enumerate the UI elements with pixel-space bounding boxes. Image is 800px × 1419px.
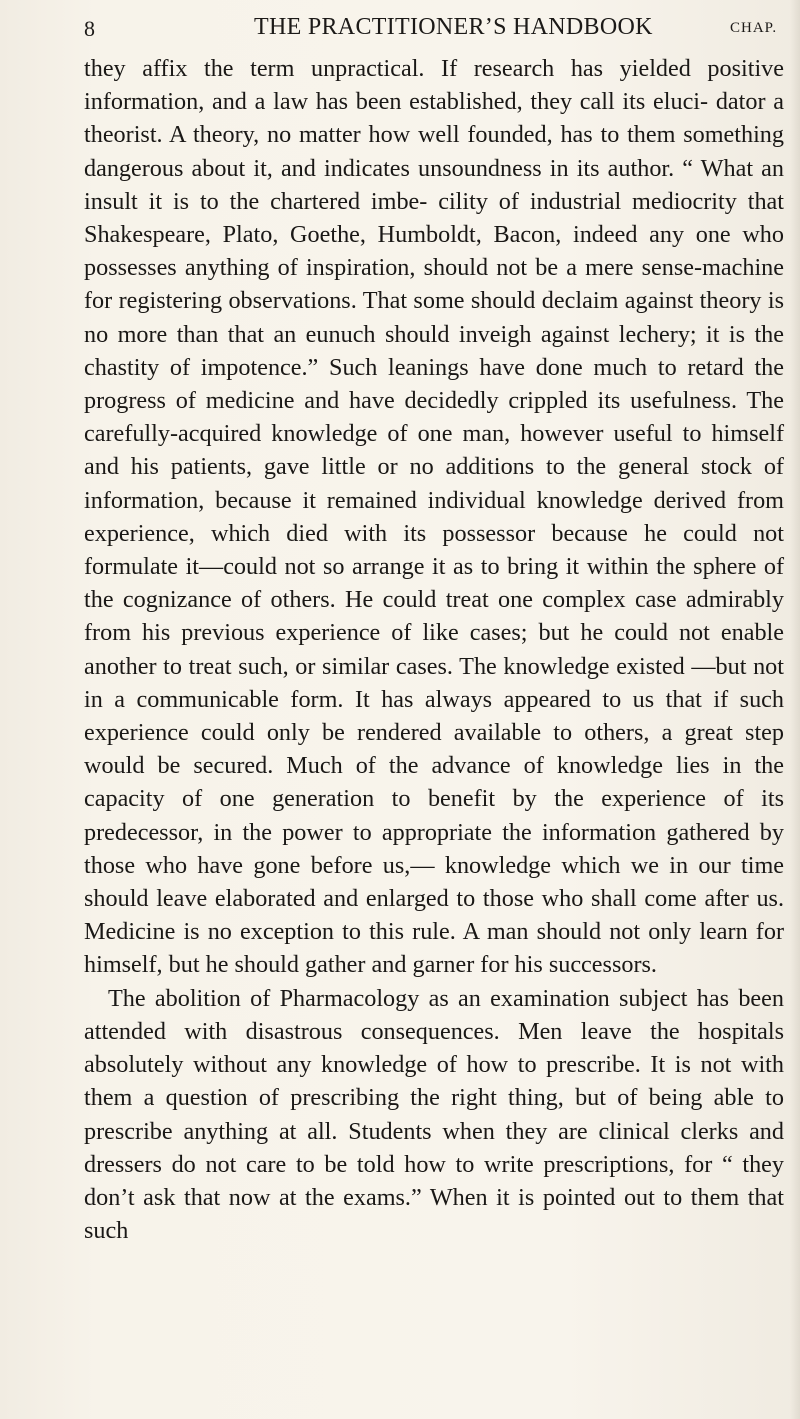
page-edge-shadow bbox=[790, 0, 800, 1419]
page-number: 8 bbox=[84, 16, 95, 41]
chapter-abbrev: CHAP. bbox=[730, 20, 778, 36]
running-head bbox=[84, 8, 790, 46]
body-text bbox=[84, 52, 784, 1247]
running-title: THE PRACTITIONER’S HANDBOOK bbox=[254, 14, 653, 40]
paragraph-pharmacology: The abolition of Pharmacology as an examination subject has been attended with disastrous consequences. Men leave the hospitals absolutely without any knowledge of how to prescribe. It is not with them a question of prescribing the right thing, but of being able to prescribe anything at all. Students when they are clinical clerks and dressers do not care to be told how to write prescriptions, for “ they don’t ask that now at the exams.” When it is pointed out to them that such bbox=[84, 984, 784, 1245]
paragraph-continued: they affix the term unpractical. If research has yielded positive information, and a law has been established, they call its eluci- dator a theorist. A theory, no matter how well founded, has to them something dangerous about it, and indicates unsoundness in its author. “ What an insult it is to the chartered imbe- cility of industrial mediocrity that Shakespeare, Plato, Goethe, Humboldt, Bacon, indeed any one who possesses anything of inspiration, should not be a mere sense-machine for registering observations. That some should declaim against theory is no more than that an eunuch should inveigh against lechery; it is the chastity of impotence.” Such leanings have done much to retard the progress of medicine and have decidedly crippled its usefulness. The carefully-acquired knowledge of one man, however useful to himself and his patients, gave little or no additions to the general stock of information, because it remained individual knowledge derived from experience, which died with its possessor because he could not formulate it—could not so arrange it as to bring it within the sphere of the cognizance of others. He could treat one complex case admirably from his previous experience of like cases; but he could not enable another to treat such, or similar cases. The knowledge existed —but not in a communicable form. It has always appeared to us that if such experience could only be rendered available to others, a great step would be secured. Much of the advance of knowledge lies in the capacity of one generation to benefit by the experience of its predecessor, in the power to appropriate the information gathered by those who have gone before us,— knowledge which we in our time should leave elaborated and enlarged to those who shall come after us. Medicine is no exception to this rule. A man should not only learn for himself, but he should gather and garner for his successors. bbox=[84, 55, 784, 979]
